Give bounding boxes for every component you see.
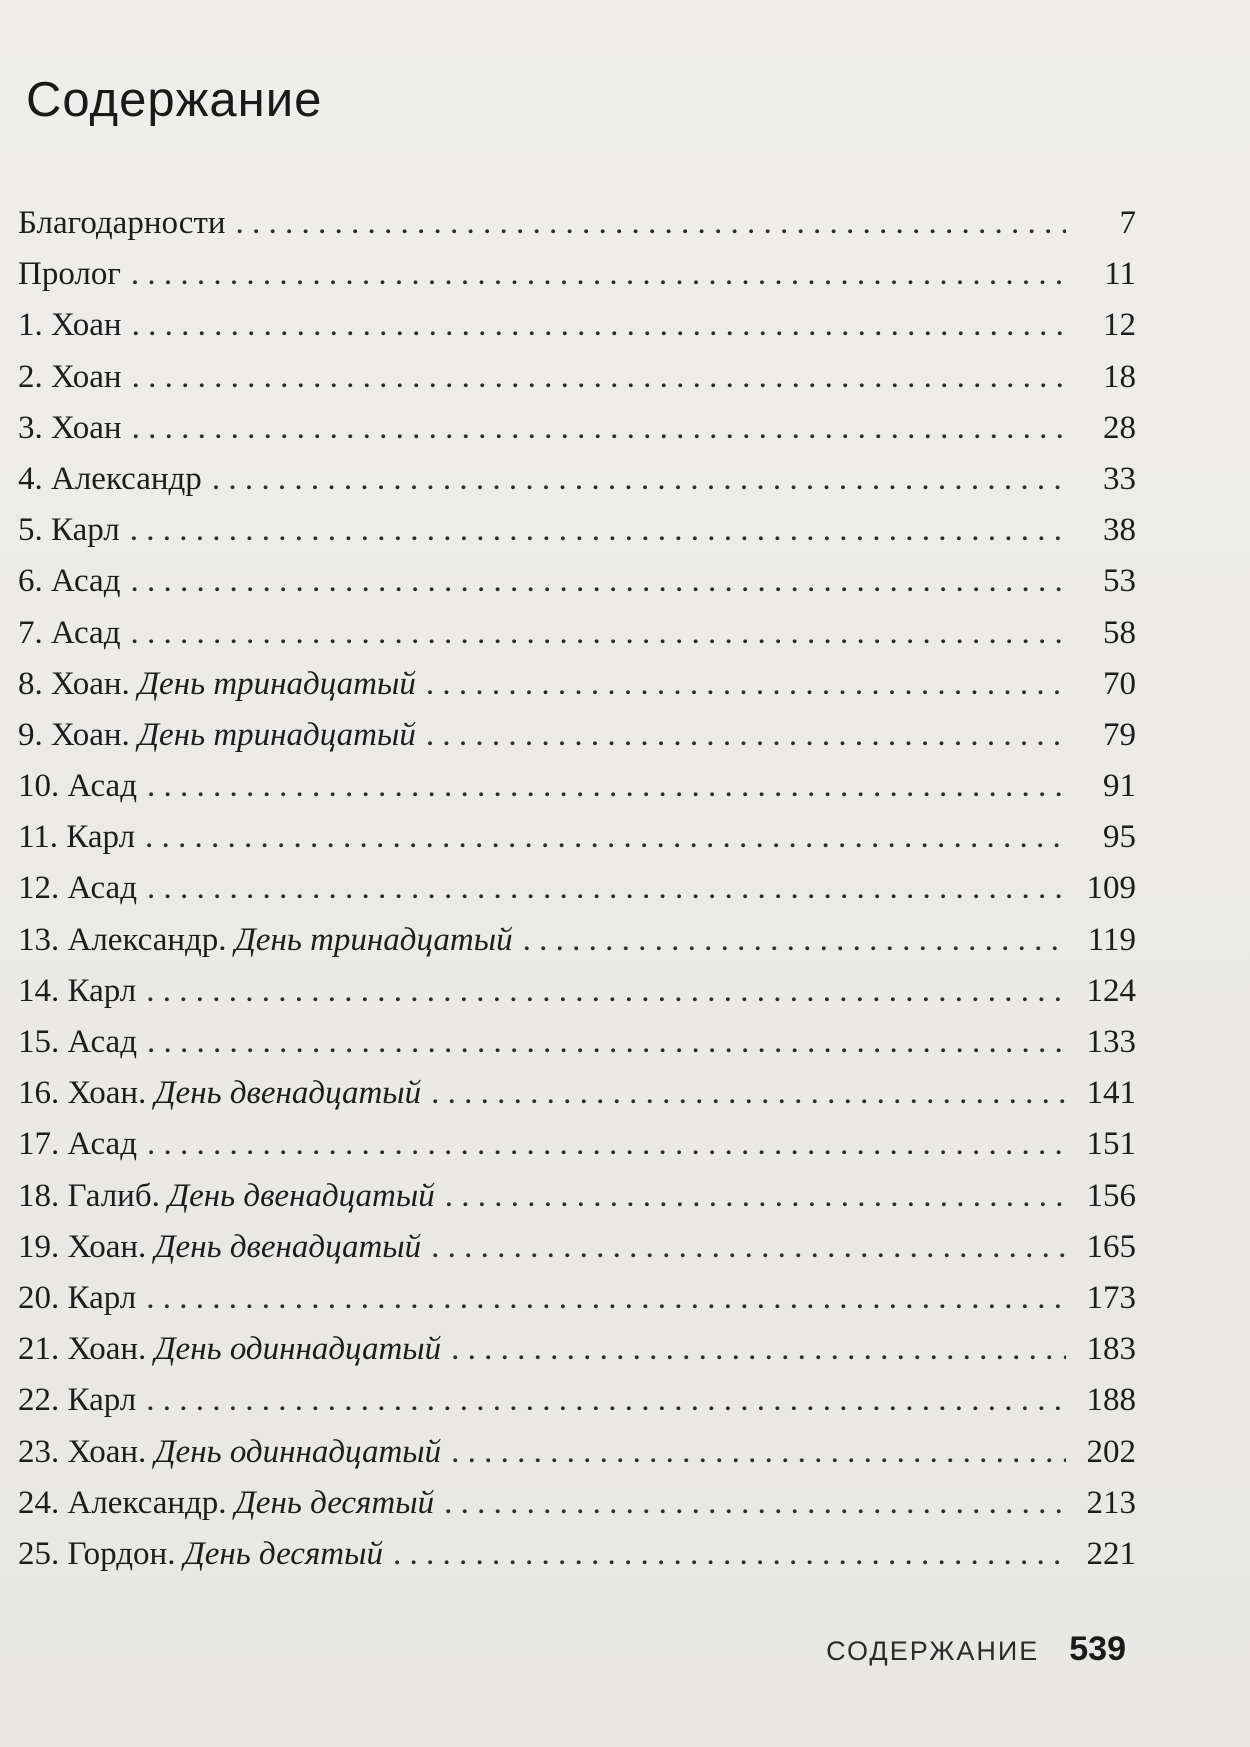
toc-entry-label: 24. Александр.: [18, 1484, 227, 1521]
toc-entry-label: 18. Галиб.: [18, 1177, 160, 1214]
toc-entry-label: 9. Хоан.: [18, 716, 130, 753]
toc-entry-page: 124: [1086, 972, 1136, 1009]
toc-entry-page: 53: [1103, 563, 1136, 600]
dot-leader: [131, 256, 1066, 293]
dot-leader: [523, 922, 1066, 959]
toc-entry-title: [18, 461, 202, 498]
toc-entry: [18, 973, 1136, 1024]
page-footer: [826, 1630, 1126, 1669]
dot-leader: [426, 717, 1066, 754]
toc-entry-label: Благодарности: [18, 205, 226, 241]
toc-entry-page: 79: [1103, 716, 1136, 753]
toc-entry-title: [18, 1229, 421, 1266]
toc-entry: [18, 512, 1136, 563]
toc-entry-label: 6. Асад: [18, 563, 121, 600]
toc-entry-label: 1. Хоан: [18, 307, 122, 344]
toc-entry-page: 165: [1086, 1228, 1136, 1265]
toc-entry-label: 15. Асад: [18, 1024, 137, 1060]
toc-entry-subtitle: День двенадцатый: [154, 1228, 422, 1265]
toc-entry-label: 23. Хоан.: [18, 1433, 147, 1470]
toc-entry-subtitle: День тринадцатый: [138, 665, 416, 702]
toc-entry-subtitle: День десятый: [234, 1484, 435, 1521]
dot-leader: [147, 768, 1066, 805]
toc-entry-label: 20. Карл: [18, 1279, 137, 1316]
toc-entry: [18, 1536, 1136, 1587]
dot-leader: [444, 1485, 1066, 1522]
dot-leader: [393, 1536, 1066, 1573]
toc-entry: [18, 1280, 1136, 1331]
dot-leader: [147, 1024, 1066, 1061]
toc-entry-title: [18, 410, 122, 447]
toc-entry-subtitle: День одиннадцатый: [154, 1433, 442, 1470]
toc-entry-page: 95: [1103, 819, 1136, 856]
toc-entry-page: 70: [1103, 665, 1136, 702]
toc-entry: [18, 359, 1136, 410]
toc-entry-page: 151: [1086, 1126, 1136, 1163]
toc-entry-page: 188: [1086, 1382, 1136, 1419]
toc-entry-page: 213: [1086, 1484, 1136, 1521]
toc-entry: [18, 922, 1136, 973]
toc-entry-title: [18, 1280, 136, 1317]
toc-entry-subtitle: День двенадцатый: [168, 1177, 435, 1214]
toc-entry-title: [18, 922, 513, 959]
dot-leader: [132, 359, 1066, 396]
toc-entry-page: 12: [1103, 307, 1136, 344]
toc-entry-subtitle: День десятый: [183, 1535, 383, 1572]
toc-entry-label: 21. Хоан.: [18, 1331, 147, 1368]
dot-leader: [147, 870, 1066, 907]
toc-entry-subtitle: День двенадцатый: [154, 1075, 422, 1112]
running-head: СОДЕРЖАНИЕ: [826, 1636, 1040, 1666]
toc-entry-title: [18, 307, 122, 344]
toc-entry-label: 11. Карл: [18, 819, 136, 856]
page-number: 539: [1069, 1630, 1126, 1668]
toc-entry: [18, 717, 1136, 768]
toc-entry-page: 91: [1103, 768, 1136, 805]
toc-entry-title: [18, 359, 122, 396]
toc-entry-page: 141: [1086, 1075, 1136, 1112]
toc-entry-page: 33: [1103, 460, 1136, 497]
dot-leader: [146, 973, 1066, 1010]
toc-entry-page: 38: [1103, 512, 1136, 549]
toc-entry-title: [18, 717, 416, 754]
toc-entry-label: 10. Асад: [18, 768, 137, 805]
toc-entry: [18, 256, 1136, 307]
page-title: Содержание: [26, 73, 323, 127]
toc-entry-label: 14. Карл: [18, 972, 137, 1009]
toc-entry-title: [18, 973, 136, 1010]
toc-entry-page: 133: [1086, 1024, 1136, 1060]
dot-leader: [236, 205, 1066, 242]
dot-leader: [132, 307, 1066, 344]
toc-entry: [18, 1075, 1136, 1126]
dot-leader: [146, 1280, 1066, 1317]
toc-entry-page: 183: [1086, 1331, 1136, 1368]
toc-entry-page: 119: [1087, 921, 1136, 958]
toc-entry-page: 173: [1086, 1279, 1136, 1316]
toc-entry-title: [18, 819, 135, 856]
toc-entry-label: 3. Хоан: [18, 409, 122, 446]
dot-leader: [431, 1229, 1066, 1266]
toc-entry: [18, 1485, 1136, 1536]
toc-entry-title: [18, 1382, 136, 1419]
toc-entry-label: 19. Хоан.: [18, 1228, 147, 1265]
toc-entry-label: 25. Гордон.: [18, 1535, 176, 1572]
toc-entry: [18, 1178, 1136, 1229]
toc-entry: [18, 768, 1136, 819]
toc-entry-title: [18, 666, 416, 703]
toc-entry-title: [18, 1434, 441, 1471]
toc-entry-title: [18, 1536, 383, 1573]
toc-entry-page: 202: [1086, 1433, 1136, 1470]
dot-leader: [426, 666, 1066, 703]
toc-entry-title: [18, 256, 121, 293]
toc-entry-title: [18, 512, 120, 549]
dot-leader: [131, 615, 1067, 652]
toc-entry-title: [18, 563, 121, 600]
toc-entry-title: [18, 1178, 435, 1215]
toc-entry: [18, 1382, 1136, 1433]
dot-leader: [451, 1434, 1066, 1471]
dot-leader: [212, 461, 1066, 498]
toc-entry: [18, 1331, 1136, 1382]
toc-entry: [18, 410, 1136, 461]
dot-leader: [131, 563, 1067, 600]
dot-leader: [130, 512, 1066, 549]
dot-leader: [445, 1178, 1066, 1215]
toc-entry: [18, 870, 1136, 921]
toc-entry-label: Пролог: [18, 256, 121, 293]
toc-entry-page: 221: [1086, 1535, 1136, 1572]
toc-entry-page: 156: [1086, 1177, 1136, 1214]
toc-entry-title: [18, 870, 137, 907]
toc-entry-label: 2. Хоан: [18, 358, 122, 395]
toc-entry-title: [18, 1331, 441, 1368]
toc-entry-title: [18, 1075, 421, 1112]
toc-entry-subtitle: День тринадцатый: [138, 716, 416, 753]
toc-entry-page: 7: [1119, 205, 1136, 241]
toc-entry: [18, 1229, 1136, 1280]
toc-entry-page: 28: [1103, 409, 1136, 446]
toc-entry: [18, 1126, 1136, 1177]
bleed-through-text: [560, 0, 1160, 130]
toc-entry: [18, 461, 1136, 512]
dot-leader: [451, 1331, 1066, 1368]
toc-entry-page: 109: [1086, 870, 1136, 907]
toc-entry: [18, 205, 1136, 256]
toc-entry-label: 4. Александр: [18, 460, 202, 497]
toc-entry-title: [18, 1485, 434, 1522]
toc-entry: [18, 1024, 1136, 1075]
toc-entry-title: [18, 768, 137, 805]
toc-entry-label: 17. Асад: [18, 1126, 137, 1163]
toc-entry-page: 58: [1103, 614, 1136, 651]
toc-entry: [18, 307, 1136, 358]
dot-leader: [145, 819, 1066, 856]
toc-entry-title: [18, 1126, 137, 1163]
toc-entry: [18, 666, 1136, 717]
toc-entry-subtitle: День одиннадцатый: [154, 1331, 442, 1368]
toc-entry-page: 11: [1104, 256, 1136, 293]
dot-leader: [132, 410, 1066, 447]
toc-entry-label: 16. Хоан.: [18, 1075, 147, 1112]
toc-entry-page: 18: [1103, 358, 1136, 395]
toc-entry-label: 12. Асад: [18, 870, 137, 907]
toc-entry: [18, 1434, 1136, 1485]
toc-entry-title: [18, 205, 226, 242]
toc-entry-subtitle: День тринадцатый: [234, 921, 513, 958]
toc-entry-label: 5. Карл: [18, 512, 120, 549]
toc-entry-title: [18, 1024, 137, 1061]
toc-entry-label: 22. Карл: [18, 1382, 137, 1419]
toc-entry: [18, 563, 1136, 614]
toc-entry-title: [18, 615, 121, 652]
dot-leader: [146, 1382, 1066, 1419]
table-of-contents: [18, 205, 1136, 1587]
dot-leader: [147, 1126, 1066, 1163]
toc-entry: [18, 615, 1136, 666]
toc-entry-label: 8. Хоан.: [18, 665, 130, 702]
dot-leader: [431, 1075, 1066, 1112]
toc-entry-label: 7. Асад: [18, 614, 121, 651]
toc-entry: [18, 819, 1136, 870]
toc-entry-label: 13. Александр.: [18, 921, 227, 958]
